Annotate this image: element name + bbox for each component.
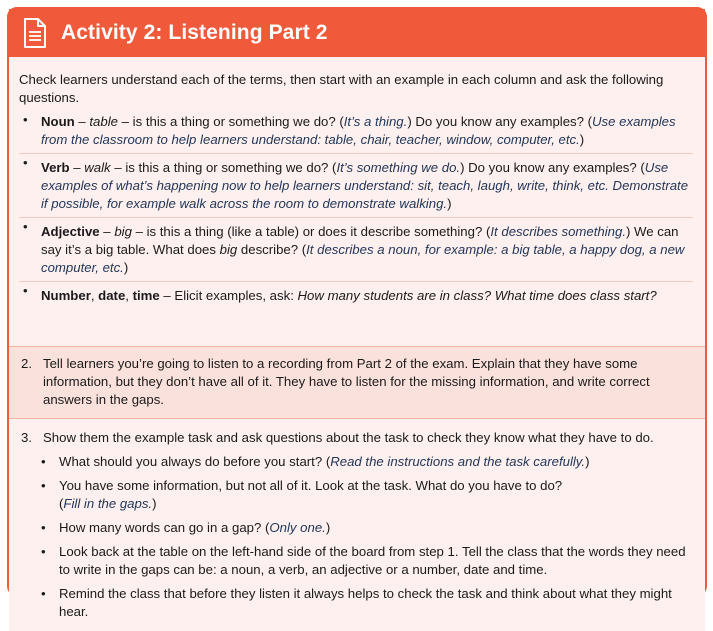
section-1 [9, 57, 705, 347]
list-item: • What should you always do before you start? (Read the instructions and the task carefully.) [41, 454, 590, 469]
list-item-adjective: • Adjective – big – is this a thing (like a table) or does it describe something? (It describes something.) We can say it’s a big table. What does big describe? (It describes a noun, for example: a big table, a happy dog, a new computer, etc.) [19, 217, 693, 281]
activity-title: Activity 2: Listening Part 2 [61, 21, 328, 44]
step-3-text: Show them the example task and ask questions about the task to check they know what they have to do. [43, 430, 654, 445]
section-3 [9, 419, 705, 631]
bullet: • [41, 586, 46, 601]
list-item-number-date-time: • Number, date, time – Elicit examples, ask: How many students are in class? What time does class start? [19, 281, 693, 309]
bullet: • [23, 283, 28, 298]
section-1-intro: Check learners understand each of the terms, then start with an example in each column and ask the following questions. [19, 72, 664, 105]
list-item: • Remind the class that before they listen it always helps to check the task and think about what they might hear. [41, 586, 672, 619]
bullet: • [41, 454, 46, 469]
bullet: • [23, 219, 28, 234]
question-list [19, 453, 693, 621]
bullet: • [23, 112, 28, 127]
list-item: • Look back at the table on the left-hand side of the board from step 1. Tell the class that the words they need to write in the gaps can be: a noun, a verb, an adjective or a number, date and time. [41, 544, 686, 577]
bullet: • [41, 544, 46, 559]
step-number: 3. [21, 430, 32, 445]
document-icon [23, 18, 47, 48]
activity-card [7, 7, 707, 619]
list-item: • You have some information, but not all of it. Look at the task. What do you have to do? (Fill in the gaps.) [41, 478, 563, 511]
list-item-verb: • Verb – walk – is this a thing or something we do? (It’s something we do.) Do you know any examples? (Use examples of what’s happening now to help learners understand: sit, teach, laugh, write, think, etc. Demonstrate if possible, for example walk across the room to demonstrate walking.) [19, 153, 693, 217]
activity-header [9, 9, 705, 57]
list-item-noun: • Noun – table – is this a thing or something we do? (It’s a thing.) Do you know any examples? (Use examples from the classroom to help learners understand: table, chair, teacher, window, computer, etc.) [23, 112, 676, 147]
bullet: • [41, 478, 46, 493]
section-2 [9, 347, 705, 419]
bullet: • [23, 155, 28, 170]
bullet: • [41, 520, 46, 535]
step-number: 2. [21, 356, 32, 371]
step-2-text: Tell learners you’re going to listen to a recording from Part 2 of the exam. Explain that they have some information, but they don’t have all of it. They have to listen for the missing information, and write correct answers in the gaps. [43, 356, 650, 407]
term-list [19, 111, 693, 309]
list-item: • How many words can go in a gap? (Only one.) [41, 520, 331, 535]
